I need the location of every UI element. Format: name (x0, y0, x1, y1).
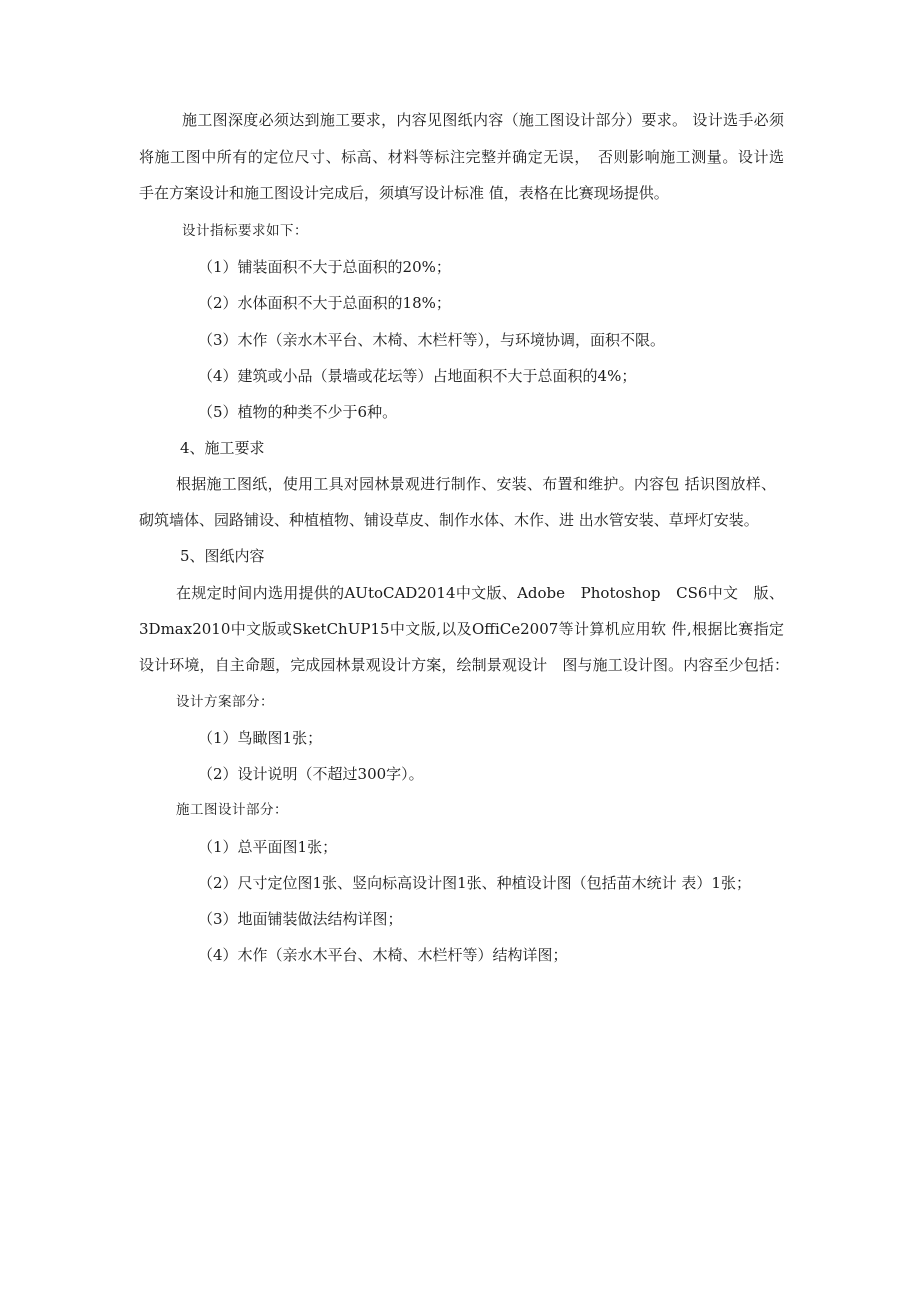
construction-requirements-line-2: 砌筑墙体、园路铺设、种植植物、铺设草皮、制作水体、木作、进 出水管安装、草坪灯安装。 (139, 511, 759, 529)
design-indicator-item: （2）水体面积不大于总面积的18%； (198, 294, 451, 312)
intro-line-1: 施工图深度必须达到施工要求，内容见图纸内容（施工图设计部分）要求。 设计选手必须 (182, 111, 784, 129)
drawing-content-heading: 5、图纸内容 (180, 547, 265, 565)
design-indicator-item: （4）建筑或小品（景墙或花坛等）占地面积不大于总面积的4%； (198, 367, 637, 385)
drawing-content-line-3: 设计环境，自主命题，完成园林景观设计方案，绘制景观设计 图与施工设计图。内容至少包括： (139, 656, 789, 674)
construction-drawing-item: （2）尺寸定位图1张、竖向标高设计图1张、种植设计图（包括苗木统计 表）1张； (198, 874, 751, 892)
design-indicator-item: （3）木作（亲水木平台、木椅、木栏杆等），与环境协调，面积不限。 (198, 331, 666, 349)
design-indicator-item: （1）铺装面积不大于总面积的20%； (198, 258, 451, 276)
intro-line-2: 将施工图中所有的定位尺寸、标高、材料等标注完整并确定无误， 否则影响施工测量。设计选 (139, 148, 784, 166)
construction-drawing-heading: 施工图设计部分： (176, 802, 288, 818)
design-indicators-heading: 设计指标要求如下： (182, 223, 308, 239)
drawing-content-line-2: 3Dmax2010中文版或SketChUP15中文版,以及OffiCe2007等计算机应用软 件,根据比赛指定 (139, 620, 784, 638)
design-indicator-item: （5）植物的种类不少于6种。 (198, 403, 398, 421)
scheme-item: （1）鸟瞰图1张； (198, 729, 323, 747)
intro-line-3: 手在方案设计和施工图设计完成后，须填写设计标准 值，表格在比赛现场提供。 (139, 184, 669, 202)
construction-requirements-line-1: 根据施工图纸，使用工具对园林景观进行制作、安装、布置和维护。内容包 括识图放样、 (176, 475, 776, 493)
scheme-section-heading: 设计方案部分： (176, 694, 274, 710)
construction-requirements-heading: 4、施工要求 (180, 439, 265, 457)
drawing-content-line-1: 在规定时间内选用提供的AUtoCAD2014中文版、Adobe Photoshop CS6中文 版、 (176, 584, 784, 602)
construction-drawing-item: （1）总平面图1张； (198, 838, 338, 856)
construction-drawing-item: （3）地面铺装做法结构详图； (198, 910, 403, 928)
scheme-item: （2）设计说明（不超过300字）。 (198, 765, 424, 783)
construction-drawing-item: （4）木作（亲水木平台、木椅、木栏杆等）结构详图； (198, 946, 568, 964)
